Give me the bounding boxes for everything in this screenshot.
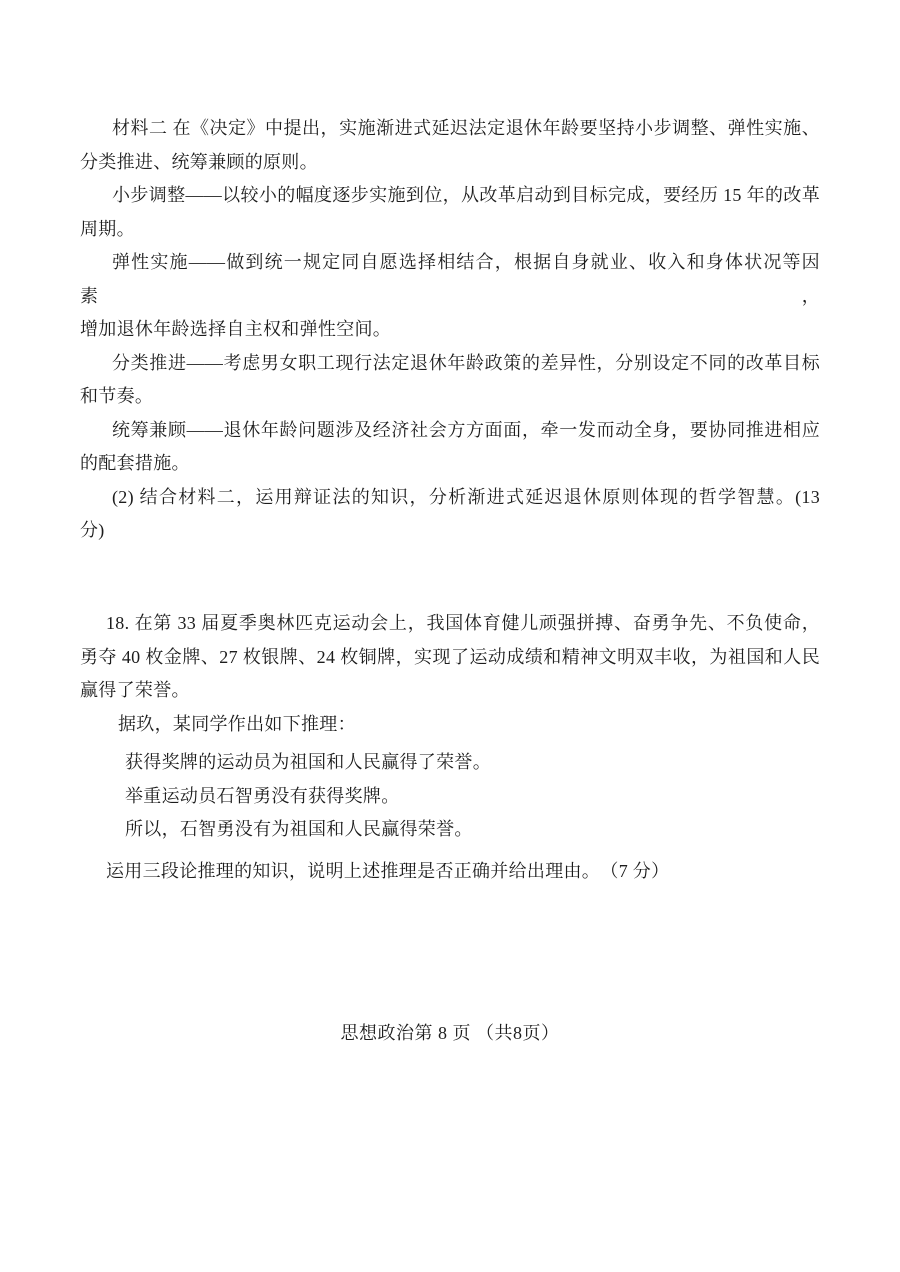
- syllogism-major-premise: 获得奖牌的运动员为祖国和人民赢得了荣誉。: [125, 752, 491, 772]
- task-instruction-line: 运用三段论推理的知识，说明上述推理是否正确并给出理由。 （7 分）: [106, 861, 670, 881]
- text-line: 勇夺 40 枚金牌、27 枚银牌、24 枚铜牌，实现了运动成绩和精神文明双丰收，为祖国和人民: [80, 646, 820, 667]
- text-line: 分类推进、统筹兼顾的原则。: [80, 151, 318, 172]
- syllogism-section: [80, 746, 820, 847]
- text-line: 分类推进——考虑男女职工现行法定退休年龄政策的差异性，分别设定不同的改革目标: [112, 352, 820, 373]
- material-two-section: [80, 112, 820, 548]
- text-line: 的配套措施。: [80, 453, 190, 473]
- text-line: 增加退休年龄选择自主权和弹性空间。: [80, 319, 392, 339]
- question-2-line: 分): [80, 520, 105, 540]
- text-line: 材料二 在《决定》中提出，实施渐进式延迟法定退休年龄要坚持小步调整、弹性实施、: [112, 118, 820, 138]
- syllogism-conclusion: 所以，石智勇没有为祖国和人民赢得荣誉。: [125, 819, 473, 839]
- task-instruction-section: [80, 855, 820, 889]
- text-line: 据玖，某同学作出如下推理：: [118, 713, 356, 734]
- page-footer: 思想政治第 8 页 （共8页）: [340, 1023, 560, 1043]
- text-line: 统筹兼顾——退休年龄问题涉及经济社会方方面面，牵一发而动全身，要协同推进相应: [112, 419, 820, 440]
- text-line: 18. 在第 33 届夏季奥林匹克运动会上，我国体育健儿顽强拼搏、奋勇争先、不负使命，: [106, 613, 820, 633]
- text-line: 小步调整——以较小的幅度逐步实施到位，从改革启动到目标完成，要经历 15 年的改革: [112, 185, 820, 205]
- text-line: 和节奏。: [80, 386, 154, 406]
- text-line: 弹性实施——做到统一规定同自愿选择相结合，根据自身就业、收入和身体状况等因素，: [80, 252, 820, 306]
- text-line: 周期。: [80, 218, 135, 239]
- question-18-section: [80, 607, 820, 741]
- syllogism-minor-premise: 举重运动员石智勇没有获得奖牌。: [125, 785, 400, 806]
- text-line: 赢得了荣誉。: [80, 680, 190, 700]
- question-2-line: (2) 结合材料二，运用辩证法的知识，分析渐进式延迟退休原则体现的哲学智慧。(13: [112, 486, 820, 507]
